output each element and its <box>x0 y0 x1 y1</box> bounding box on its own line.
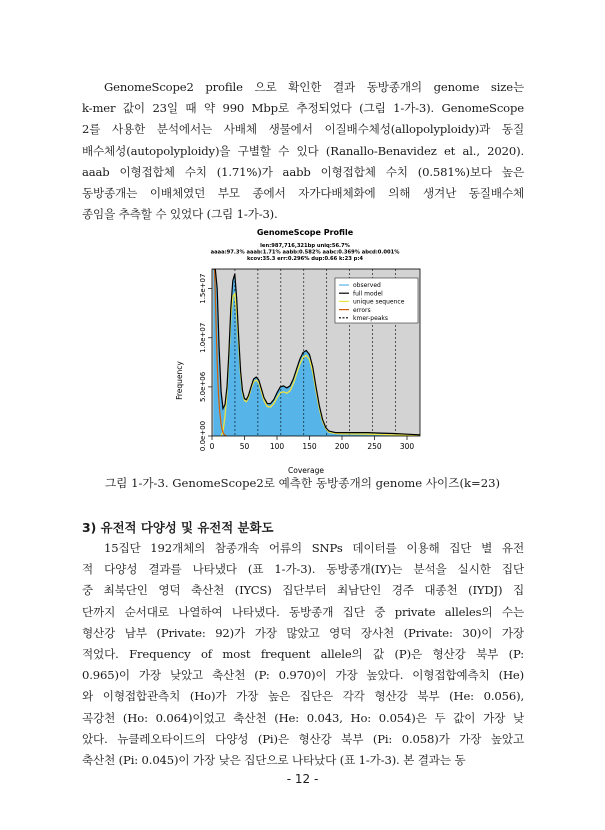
paragraph-line: 형산강 남부 (Private: 92)가 가장 많았고 영덕 장사천 (Private: 30)이 가장 <box>82 625 524 640</box>
y-tick-label: 0.0e+00 <box>199 420 207 452</box>
paragraph-line: k-mer 값이 23일 때 약 990 Mbp로 추정되었다 (그림 1-가-3). GenomeScope <box>82 101 524 116</box>
legend-label: observed <box>353 282 381 290</box>
chart-title: GenomeScope Profile <box>256 228 354 237</box>
paragraph-line: 중 최북단인 영덕 축산천 (IYCS) 집단부터 최남단인 경주 대종천 (IYDJ) 집 <box>82 583 524 598</box>
chart-subtitle: aaaa:97.3% aaab:1.71% aabb:0.582% aabc:0.369% abcd:0.001% <box>210 249 400 256</box>
x-tick-label: 100 <box>269 442 285 451</box>
paragraph-line: 았다. 뉴클레오타이드의 다양성 (Pi)은 형산강 북부 (Pi: 0.058)가 가장 높았고 <box>82 731 524 746</box>
paragraph-line: 배수체성(autopolyploidy)을 구별할 수 있다 (Ranallo-Benavidez et al., 2020). <box>82 143 524 158</box>
paragraph-line: 0.965)이 가장 낮았고 축산천 (P: 0.970)이 가장 높았다. 이형접합예측치 (He) <box>82 668 524 683</box>
legend-label: full model <box>353 290 383 298</box>
paragraph-genome-size <box>82 77 524 225</box>
paragraph-line: GenomeScope2 profile 으로 확인한 결과 동방종개의 genome size는 <box>104 80 524 94</box>
paragraph-line: 2를 사용한 분석에서는 사배체 생물에서 이질배수체성(allopolyploidy)과 동질 <box>82 122 524 137</box>
paragraph-line: 적 다양성 결과를 나타냈다 (표 1-가-3). 동방종개(IY)는 분석을 실시한 집단 <box>82 562 524 577</box>
x-tick-label: 0 <box>209 442 215 451</box>
genomescope-profile-chart <box>170 225 440 477</box>
paragraph-line: 동방종개는 이배체였던 부모 종에서 자가다배체화에 의해 생겨난 동질배수체 <box>82 186 524 201</box>
x-tick-label: 300 <box>399 442 415 451</box>
page-number: - 12 - <box>286 772 319 786</box>
x-axis-label: Coverage <box>288 466 324 475</box>
x-tick-label: 200 <box>334 442 350 451</box>
x-tick-label: 250 <box>367 442 382 451</box>
paragraph-line: 적었다. Frequency of most frequent allele의 값 (P)은 형산강 북부 (P: <box>82 647 524 662</box>
chart-subtitle: kcov:35.3 err:0.296% dup:0.66 k:23 p:4 <box>246 256 364 262</box>
y-axis-label: Frequency <box>175 361 184 400</box>
legend-label: errors <box>353 306 371 314</box>
legend-label: kmer-peaks <box>353 315 389 322</box>
paragraph-line: 종임을 추측할 수 있었다 (그림 1-가-3). <box>82 207 278 222</box>
paragraph-genetic-diversity <box>82 538 524 771</box>
paragraph-line: 와 이형접합관측치 (Ho)가 가장 높은 집단은 각각 형산강 북부 (He: 0.056), <box>82 689 524 704</box>
x-tick-label: 150 <box>302 442 317 451</box>
y-tick-label: 1.5e+07 <box>199 273 207 304</box>
paragraph-line: 축산천 (Pi: 0.045)이 가장 낮은 집단으로 나타났다 (표 1-가-3). 본 결과는 동 <box>82 753 466 768</box>
x-tick-label: 50 <box>239 442 250 451</box>
chart-subtitle: len:987,716,321bp uniq:56.7% <box>260 243 350 249</box>
paragraph-line: 단까지 순서대로 나열하여 나타냈다. 동방종개 집단 중 private alleles의 수는 <box>82 604 524 619</box>
y-tick-label: 1.0e+07 <box>199 322 207 353</box>
section-heading: 3) 유전적 다양성 및 유전적 분화도 <box>82 520 274 535</box>
figure-caption: 그림 1-가-3. GenomeScope2로 예측한 동방종개의 genome 사이즈(k=23) <box>104 476 500 490</box>
legend-label: unique sequence <box>353 298 405 306</box>
paragraph-line: 곡강천 (Ho: 0.064)이었고 축산천 (He: 0.043, Ho: 0.054)은 두 값이 가장 낮 <box>82 710 524 725</box>
y-tick-label: 5.0e+06 <box>199 371 207 402</box>
paragraph-line: 15집단 192개체의 참종개속 어류의 SNPs 데이터를 이용해 집단 별 유전 <box>104 541 524 555</box>
paragraph-line: aaab 이형접합체 수치 (1.71%)가 aabb 이형접합체 수치 (0.581%)보다 높은 <box>82 164 524 179</box>
